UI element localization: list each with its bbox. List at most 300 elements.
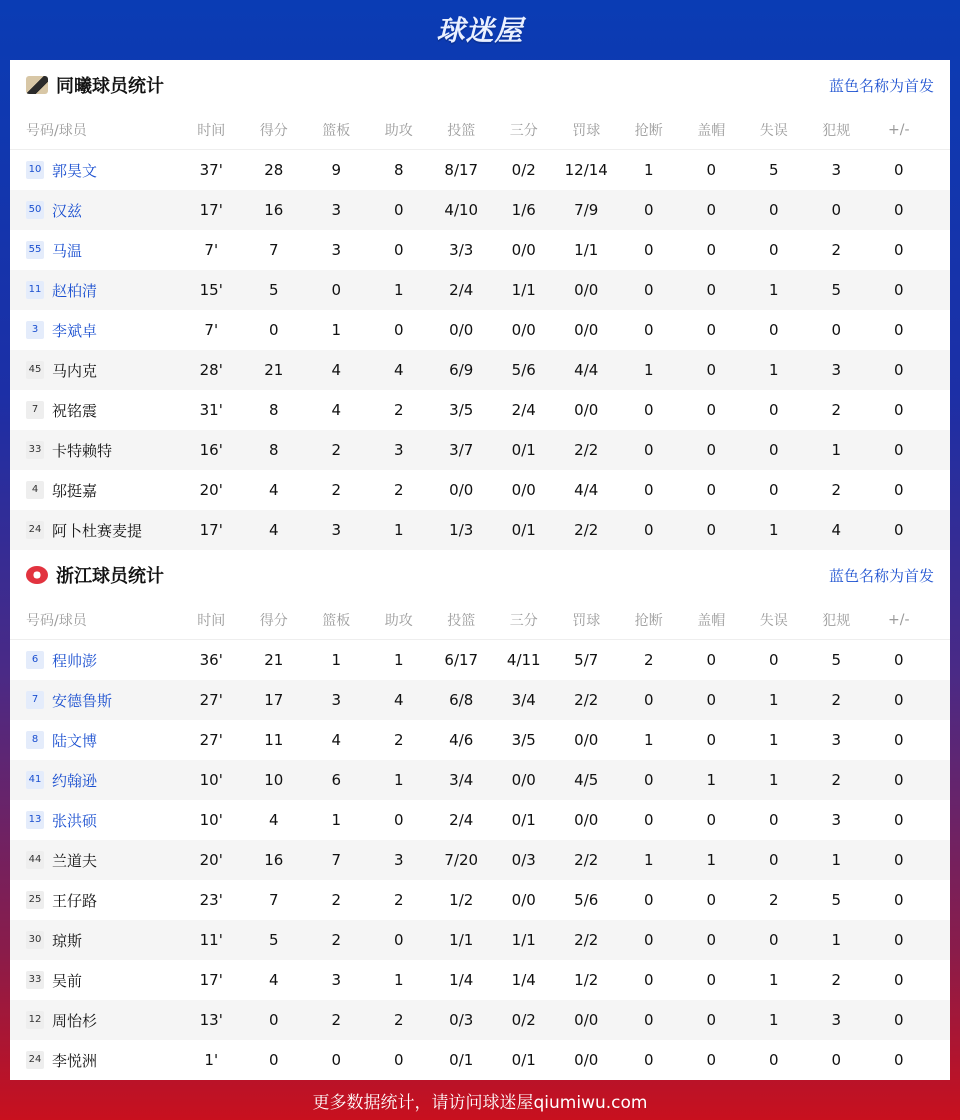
stat-cell: 0 bbox=[831, 201, 842, 219]
jersey-number-badge: 11 bbox=[26, 281, 44, 299]
stat-cell: 1 bbox=[393, 281, 404, 299]
stat-cell: 1/1 bbox=[511, 931, 536, 949]
stat-cell: 20' bbox=[199, 481, 223, 499]
player-name[interactable]: 约翰逊 bbox=[52, 771, 98, 790]
stat-cell: 4/4 bbox=[574, 481, 599, 499]
player-name[interactable]: 汉兹 bbox=[52, 201, 83, 220]
column-header: 时间 bbox=[197, 612, 226, 629]
stat-cell: 8 bbox=[268, 401, 279, 419]
stat-cell: 0 bbox=[643, 1051, 654, 1069]
player-cell bbox=[10, 690, 180, 711]
column-header: 投篮 bbox=[447, 612, 476, 629]
stat-cell: 1 bbox=[831, 851, 842, 869]
stat-cell: 1 bbox=[768, 281, 779, 299]
stat-cell: 16 bbox=[264, 201, 284, 219]
stat-cell: 23' bbox=[199, 891, 223, 909]
stat-cell: 0 bbox=[268, 321, 279, 339]
stat-cell: 5/6 bbox=[574, 891, 599, 909]
table-header-row bbox=[10, 110, 950, 150]
stat-cell: 17' bbox=[199, 521, 223, 539]
player-cell bbox=[10, 970, 180, 991]
player-name[interactable]: 琼斯 bbox=[52, 931, 83, 950]
player-cell bbox=[10, 240, 180, 261]
stat-cell: 1 bbox=[643, 161, 654, 179]
stat-cell: 4 bbox=[268, 811, 279, 829]
jersey-number-badge: 4 bbox=[26, 481, 44, 499]
stat-cell: 2 bbox=[393, 891, 404, 909]
stat-cell: 0/0 bbox=[449, 481, 474, 499]
table-row[interactable] bbox=[10, 1000, 950, 1040]
stat-cell: 0 bbox=[893, 521, 904, 539]
stat-cell: 1/4 bbox=[511, 971, 536, 989]
stat-cell: 0 bbox=[893, 731, 904, 749]
table-row[interactable] bbox=[10, 390, 950, 430]
stat-cell: 1/3 bbox=[449, 521, 474, 539]
stat-cell: 2 bbox=[331, 481, 342, 499]
stat-cell: 0 bbox=[893, 201, 904, 219]
section-title: 浙江球员统计 bbox=[56, 566, 164, 587]
stat-cell: 28' bbox=[199, 361, 223, 379]
player-name[interactable]: 赵柏清 bbox=[52, 281, 98, 300]
stat-cell: 16 bbox=[264, 851, 284, 869]
stat-cell: 3/3 bbox=[449, 241, 474, 259]
stat-cell: 0/0 bbox=[574, 1011, 599, 1029]
stat-cell: 1 bbox=[643, 361, 654, 379]
table-row[interactable] bbox=[10, 640, 950, 680]
stat-cell: 0 bbox=[706, 891, 717, 909]
stat-cell: 2 bbox=[831, 401, 842, 419]
stat-cell: 0 bbox=[706, 521, 717, 539]
stat-cell: 1 bbox=[831, 441, 842, 459]
stat-cell: 3 bbox=[331, 971, 342, 989]
stat-cell: 2 bbox=[331, 441, 342, 459]
player-name[interactable]: 祝铭震 bbox=[52, 401, 98, 420]
stat-cell: 0 bbox=[643, 1011, 654, 1029]
stat-cell: 0 bbox=[768, 651, 779, 669]
column-header: 抢断 bbox=[634, 122, 663, 139]
jersey-number-badge: 24 bbox=[26, 521, 44, 539]
stat-cell: 0 bbox=[706, 811, 717, 829]
stat-cell: 2 bbox=[331, 931, 342, 949]
stat-cell: 0 bbox=[768, 401, 779, 419]
stat-cell: 7/9 bbox=[574, 201, 599, 219]
stat-cell: 0 bbox=[393, 811, 404, 829]
stat-cell: 1/1 bbox=[511, 281, 536, 299]
stat-cell: 2 bbox=[831, 691, 842, 709]
stat-cell: 0 bbox=[706, 1011, 717, 1029]
stat-cell: 7' bbox=[204, 241, 219, 259]
starter-legend: 蓝色名称为首发 bbox=[828, 76, 934, 95]
stat-cell: 3/4 bbox=[511, 691, 536, 709]
stat-cell: 1 bbox=[768, 771, 779, 789]
stat-cell: 2 bbox=[331, 1011, 342, 1029]
table-row[interactable] bbox=[10, 1040, 950, 1080]
stat-cell: 2 bbox=[393, 481, 404, 499]
starter-legend: 蓝色名称为首发 bbox=[828, 566, 934, 585]
stat-cell: 1/2 bbox=[449, 891, 474, 909]
stat-cell: 0 bbox=[706, 161, 717, 179]
column-header: 犯规 bbox=[822, 612, 851, 629]
stat-cell: 0 bbox=[893, 691, 904, 709]
stat-cell: 0 bbox=[393, 201, 404, 219]
column-header: 三分 bbox=[509, 122, 538, 139]
stat-cell: 3/4 bbox=[449, 771, 474, 789]
stat-cell: 1 bbox=[393, 651, 404, 669]
stat-cell: 0/0 bbox=[511, 241, 536, 259]
stat-cell: 5 bbox=[831, 281, 842, 299]
column-header: 投篮 bbox=[447, 122, 476, 139]
table-row[interactable] bbox=[10, 920, 950, 960]
stat-cell: 0 bbox=[768, 851, 779, 869]
stat-cell: 3 bbox=[831, 811, 842, 829]
stat-cell: 0 bbox=[893, 241, 904, 259]
stat-cell: 0 bbox=[831, 1051, 842, 1069]
jersey-number-badge: 41 bbox=[26, 771, 44, 789]
column-header: 罚球 bbox=[572, 612, 601, 629]
table-row[interactable] bbox=[10, 190, 950, 230]
stat-cell: 27' bbox=[199, 731, 223, 749]
table-row[interactable] bbox=[10, 430, 950, 470]
player-name[interactable]: 王仔路 bbox=[52, 891, 98, 910]
stat-cell: 0 bbox=[893, 1011, 904, 1029]
stat-cell: 0/0 bbox=[574, 1051, 599, 1069]
table-row[interactable] bbox=[10, 960, 950, 1000]
stat-cell: 28 bbox=[264, 161, 284, 179]
player-rows bbox=[10, 640, 950, 1080]
stat-cell: 0 bbox=[643, 441, 654, 459]
player-name[interactable]: 吴前 bbox=[52, 971, 83, 990]
stat-cell: 4/11 bbox=[506, 651, 541, 669]
stat-cell: 2 bbox=[831, 481, 842, 499]
player-cell bbox=[10, 360, 180, 381]
stat-cell: 0/1 bbox=[449, 1051, 474, 1069]
player-name[interactable]: 陆文博 bbox=[52, 731, 98, 750]
stat-cell: 2 bbox=[831, 241, 842, 259]
stat-cell: 4 bbox=[831, 521, 842, 539]
section-title-group bbox=[26, 562, 164, 588]
section-header bbox=[10, 60, 950, 110]
stat-cell: 1 bbox=[331, 651, 342, 669]
stat-cell: 0 bbox=[331, 1051, 342, 1069]
stat-cell: 7 bbox=[268, 891, 279, 909]
stat-cell: 2 bbox=[393, 401, 404, 419]
player-name[interactable]: 马温 bbox=[52, 241, 83, 260]
player-rows bbox=[10, 150, 950, 550]
player-cell bbox=[10, 770, 180, 791]
stat-cell: 2/2 bbox=[574, 691, 599, 709]
jersey-number-badge: 44 bbox=[26, 851, 44, 869]
table-row[interactable] bbox=[10, 270, 950, 310]
column-header: 失误 bbox=[759, 122, 788, 139]
stat-cell: 0 bbox=[393, 321, 404, 339]
table-row[interactable] bbox=[10, 760, 950, 800]
stat-cell: 2 bbox=[393, 1011, 404, 1029]
stat-cell: 2 bbox=[331, 891, 342, 909]
table-row[interactable] bbox=[10, 880, 950, 920]
stat-cell: 7' bbox=[204, 321, 219, 339]
player-name[interactable]: 李斌卓 bbox=[52, 321, 98, 340]
stat-cell: 0 bbox=[268, 1011, 279, 1029]
stat-cell: 0 bbox=[643, 481, 654, 499]
stat-cell: 0 bbox=[768, 1051, 779, 1069]
table-row[interactable] bbox=[10, 350, 950, 390]
stat-cell: 1/4 bbox=[449, 971, 474, 989]
stat-cell: 0 bbox=[893, 161, 904, 179]
stat-cell: 0 bbox=[706, 201, 717, 219]
player-cell bbox=[10, 440, 180, 461]
stat-cell: 5/6 bbox=[511, 361, 536, 379]
stat-cell: 1 bbox=[768, 361, 779, 379]
stat-cell: 4/10 bbox=[444, 201, 479, 219]
jersey-number-badge: 6 bbox=[26, 651, 44, 669]
table-row[interactable] bbox=[10, 680, 950, 720]
jersey-number-badge: 30 bbox=[26, 931, 44, 949]
stat-cell: 0 bbox=[393, 1051, 404, 1069]
stat-cell: 0 bbox=[706, 931, 717, 949]
stat-cell: 2/4 bbox=[449, 811, 474, 829]
column-header: 罚球 bbox=[572, 122, 601, 139]
stat-cell: 0 bbox=[706, 1051, 717, 1069]
stat-cell: 21 bbox=[264, 361, 284, 379]
stat-cell: 1 bbox=[768, 971, 779, 989]
column-header: 号码/球员 bbox=[26, 612, 87, 629]
stat-cell: 1 bbox=[643, 731, 654, 749]
stat-cell: 0 bbox=[706, 281, 717, 299]
stat-cell: 0 bbox=[643, 971, 654, 989]
stat-cell: 0 bbox=[643, 891, 654, 909]
stat-cell: 0 bbox=[893, 441, 904, 459]
brand-logo-text: 球迷屋 bbox=[436, 14, 524, 47]
stat-cell: 0 bbox=[706, 691, 717, 709]
table-row[interactable] bbox=[10, 230, 950, 270]
stat-cell: 1/2 bbox=[574, 971, 599, 989]
player-cell bbox=[10, 890, 180, 911]
team-section-zhejiang bbox=[10, 550, 950, 1080]
stat-cell: 36' bbox=[199, 651, 223, 669]
stat-cell: 10 bbox=[264, 771, 284, 789]
player-name[interactable]: 周怡杉 bbox=[52, 1011, 98, 1030]
section-title: 同曦球员统计 bbox=[56, 76, 164, 97]
stat-cell: 2/4 bbox=[511, 401, 536, 419]
column-header: 篮板 bbox=[322, 122, 351, 139]
stat-cell: 2 bbox=[393, 731, 404, 749]
column-header: 得分 bbox=[259, 612, 288, 629]
stat-cell: 1/1 bbox=[449, 931, 474, 949]
player-name[interactable]: 李悦洲 bbox=[52, 1051, 98, 1070]
player-name[interactable]: 阿卜杜赛麦提 bbox=[52, 521, 143, 540]
stat-cell: 3 bbox=[831, 731, 842, 749]
stat-cell: 1 bbox=[331, 321, 342, 339]
stat-cell: 1 bbox=[393, 971, 404, 989]
jersey-number-badge: 45 bbox=[26, 361, 44, 379]
stat-cell: 0/0 bbox=[511, 481, 536, 499]
stat-cell: 3 bbox=[831, 161, 842, 179]
stat-cell: 0 bbox=[706, 241, 717, 259]
stat-cell: 5 bbox=[831, 651, 842, 669]
stat-cell: 4 bbox=[331, 361, 342, 379]
stat-cell: 3/7 bbox=[449, 441, 474, 459]
footer-link-text[interactable]: 更多数据统计，请访问球迷屋qiumiwu.com bbox=[312, 1092, 648, 1113]
player-cell bbox=[10, 1010, 180, 1031]
player-cell bbox=[10, 400, 180, 421]
stat-cell: 0 bbox=[768, 931, 779, 949]
stat-cell: 0/0 bbox=[574, 321, 599, 339]
stat-cell: 3 bbox=[331, 521, 342, 539]
stat-cell: 5 bbox=[831, 891, 842, 909]
stat-cell: 0/2 bbox=[511, 1011, 536, 1029]
column-header: 号码/球员 bbox=[26, 122, 87, 139]
player-name[interactable]: 张洪硕 bbox=[52, 811, 98, 830]
stat-cell: 0 bbox=[706, 361, 717, 379]
section-header bbox=[10, 550, 950, 600]
stat-cell: 0 bbox=[706, 401, 717, 419]
stat-cell: 4 bbox=[268, 521, 279, 539]
jersey-number-badge: 10 bbox=[26, 161, 44, 179]
stat-cell: 4 bbox=[268, 971, 279, 989]
stat-cell: 1 bbox=[643, 851, 654, 869]
stat-cell: 0 bbox=[893, 931, 904, 949]
stat-cell: 7 bbox=[268, 241, 279, 259]
stats-panel bbox=[10, 60, 950, 1080]
table-row[interactable] bbox=[10, 150, 950, 190]
stat-cell: 0 bbox=[893, 891, 904, 909]
team-section-tongxi bbox=[10, 60, 950, 550]
stat-cell: 3 bbox=[393, 441, 404, 459]
player-cell bbox=[10, 650, 180, 671]
stat-cell: 0 bbox=[393, 241, 404, 259]
table-row[interactable] bbox=[10, 310, 950, 350]
stat-cell: 0 bbox=[643, 691, 654, 709]
player-name[interactable]: 兰道夫 bbox=[52, 851, 98, 870]
stat-cell: 0 bbox=[893, 401, 904, 419]
stat-cell: 0 bbox=[643, 321, 654, 339]
stat-cell: 5 bbox=[268, 931, 279, 949]
stat-cell: 0/1 bbox=[511, 811, 536, 829]
stat-cell: 0 bbox=[393, 931, 404, 949]
stat-cell: 2/4 bbox=[449, 281, 474, 299]
table-row[interactable] bbox=[10, 720, 950, 760]
player-name[interactable]: 安德鲁斯 bbox=[52, 691, 113, 710]
stat-cell: 0/1 bbox=[511, 521, 536, 539]
player-cell bbox=[10, 730, 180, 751]
stat-cell: 0 bbox=[831, 321, 842, 339]
stat-cell: 4 bbox=[393, 361, 404, 379]
stat-cell: 3/5 bbox=[511, 731, 536, 749]
jersey-number-badge: 7 bbox=[26, 401, 44, 419]
stat-cell: 8 bbox=[268, 441, 279, 459]
stat-cell: 0/0 bbox=[511, 771, 536, 789]
stat-cell: 0 bbox=[768, 481, 779, 499]
stat-cell: 0 bbox=[643, 201, 654, 219]
column-header: 盖帽 bbox=[697, 122, 726, 139]
stat-cell: 4/5 bbox=[574, 771, 599, 789]
stat-cell: 15' bbox=[199, 281, 223, 299]
player-name[interactable]: 卡特赖特 bbox=[52, 441, 113, 460]
jersey-number-badge: 7 bbox=[26, 691, 44, 709]
table-row[interactable] bbox=[10, 470, 950, 510]
jersey-number-badge: 12 bbox=[26, 1011, 44, 1029]
player-cell bbox=[10, 320, 180, 341]
player-name[interactable]: 邬挺嘉 bbox=[52, 481, 98, 500]
stat-cell: 3/5 bbox=[449, 401, 474, 419]
jersey-number-badge: 13 bbox=[26, 811, 44, 829]
stat-cell: 0/0 bbox=[574, 401, 599, 419]
stat-cell: 8/17 bbox=[444, 161, 479, 179]
stat-cell: 0 bbox=[706, 441, 717, 459]
stat-cell: 1/6 bbox=[511, 201, 536, 219]
column-header: 时间 bbox=[197, 122, 226, 139]
table-row[interactable] bbox=[10, 510, 950, 550]
stat-cell: 5 bbox=[768, 161, 779, 179]
stat-cell: 2 bbox=[643, 651, 654, 669]
stat-cell: 4/4 bbox=[574, 361, 599, 379]
jersey-number-badge: 24 bbox=[26, 1051, 44, 1069]
stat-cell: 0 bbox=[706, 731, 717, 749]
stat-cell: 0 bbox=[643, 521, 654, 539]
column-header: 三分 bbox=[509, 612, 538, 629]
stat-cell: 0 bbox=[893, 851, 904, 869]
stat-cell: 0 bbox=[643, 241, 654, 259]
player-name[interactable]: 程帅澎 bbox=[52, 651, 98, 670]
stat-cell: 4 bbox=[331, 731, 342, 749]
stat-cell: 0 bbox=[893, 971, 904, 989]
column-header: +/- bbox=[888, 611, 910, 628]
stat-cell: 6/9 bbox=[449, 361, 474, 379]
jersey-number-badge: 55 bbox=[26, 241, 44, 259]
table-row[interactable] bbox=[10, 840, 950, 880]
stat-cell: 0 bbox=[643, 401, 654, 419]
stat-cell: 1 bbox=[768, 521, 779, 539]
stat-cell: 5/7 bbox=[574, 651, 599, 669]
stat-cell: 0 bbox=[706, 971, 717, 989]
stat-cell: 1' bbox=[204, 1051, 219, 1069]
table-row[interactable] bbox=[10, 800, 950, 840]
stat-cell: 0 bbox=[706, 481, 717, 499]
stat-cell: 0 bbox=[768, 241, 779, 259]
stat-cell: 1 bbox=[706, 771, 717, 789]
stat-cell: 2/2 bbox=[574, 931, 599, 949]
stat-cell: 2/2 bbox=[574, 441, 599, 459]
jersey-number-badge: 50 bbox=[26, 201, 44, 219]
section-title-group bbox=[26, 72, 164, 98]
player-name[interactable]: 郭昊文 bbox=[52, 161, 98, 180]
stat-cell: 3 bbox=[331, 241, 342, 259]
stat-cell: 1/1 bbox=[574, 241, 599, 259]
stat-cell: 27' bbox=[199, 691, 223, 709]
jersey-number-badge: 33 bbox=[26, 971, 44, 989]
stat-cell: 6/17 bbox=[444, 651, 479, 669]
stat-cell: 0 bbox=[893, 651, 904, 669]
stat-cell: 16' bbox=[199, 441, 223, 459]
stat-cell: 5 bbox=[268, 281, 279, 299]
column-header: 得分 bbox=[259, 122, 288, 139]
jersey-number-badge: 25 bbox=[26, 891, 44, 909]
player-cell bbox=[10, 810, 180, 831]
stat-cell: 0/0 bbox=[574, 281, 599, 299]
stat-cell: 4/6 bbox=[449, 731, 474, 749]
player-name[interactable]: 马内克 bbox=[52, 361, 98, 380]
column-header: 助攻 bbox=[384, 612, 413, 629]
stat-cell: 1 bbox=[768, 731, 779, 749]
stat-cell: 11' bbox=[199, 931, 223, 949]
stat-cell: 0/3 bbox=[449, 1011, 474, 1029]
stat-cell: 0 bbox=[706, 651, 717, 669]
stat-cell: 4 bbox=[268, 481, 279, 499]
column-header: 助攻 bbox=[384, 122, 413, 139]
stat-cell: 13' bbox=[199, 1011, 223, 1029]
stat-cell: 0 bbox=[706, 321, 717, 339]
stat-cell: 10' bbox=[199, 811, 223, 829]
